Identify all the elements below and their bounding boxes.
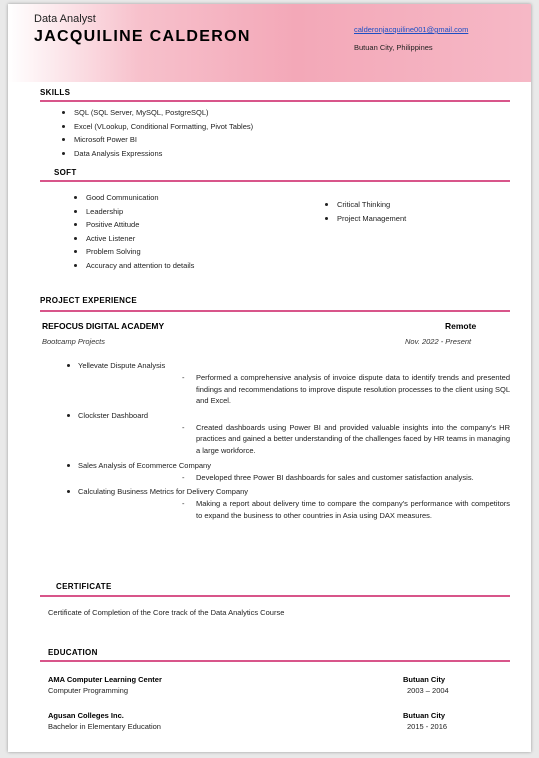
project-description: - Created dashboards using Power BI and provided valuable insights into the company's HR practices and gained a better understanding of the challenges faced by HR teams in managing a large workforce. (182, 422, 510, 455)
list-item: Excel (VLookup, Conditional Formatting, Pivot Tables) (60, 120, 253, 134)
certificate-text: Certificate of Completion of the Core track of the Data Analytics Course (48, 608, 285, 617)
project-list (66, 360, 516, 521)
job-role: Data Analyst (34, 13, 96, 25)
school-name: Agusan Colleges Inc. (48, 711, 124, 720)
list-item: SQL (SQL Server, MySQL, PostgreSQL) (60, 106, 253, 120)
degree-name: Bachelor in Elementary Education (48, 722, 161, 731)
certificate-divider (40, 595, 510, 597)
experience-heading: PROJECT EXPERIENCE (40, 296, 137, 305)
project-description: - Performed a comprehensive analysis of invoice dispute data to identify trends and presented findings and recommendations to improve dispute resolution processes to the client using SQL and Excel. (182, 373, 510, 406)
dash-marker: - (182, 499, 185, 509)
list-item: Data Analysis Expressions (60, 147, 253, 161)
location-text: Butuan City, Philippines (354, 43, 433, 52)
skills-divider (40, 100, 510, 102)
header-banner (8, 4, 531, 82)
dash-marker: - (182, 422, 185, 432)
dash-marker: - (182, 373, 185, 382)
work-mode: Remote (445, 321, 477, 331)
project-name: Sales Analysis of Ecommerce Company (78, 460, 211, 470)
project-item (66, 486, 516, 521)
list-item: Project Management (323, 212, 406, 226)
experience-date: Nov. 2022 - Present (405, 337, 472, 346)
list-item: Good Communication (72, 191, 194, 205)
project-item (66, 360, 516, 407)
school-name: AMA Computer Learning Center (48, 675, 162, 684)
list-item: Critical Thinking (323, 198, 406, 212)
list-item: Problem Solving (72, 245, 194, 259)
list-item: Leadership (72, 205, 194, 219)
organization-name: REFOCUS DIGITAL ACADEMY (42, 321, 165, 331)
experience-divider (40, 310, 510, 312)
soft-skills-heading: SOFT (54, 168, 77, 177)
education-heading: EDUCATION (48, 648, 98, 657)
certificate-heading: CERTIFICATE (56, 582, 112, 591)
school-years: 2003 – 2004 (407, 686, 449, 695)
project-item (66, 410, 516, 457)
project-name: Clockster Dashboard (78, 410, 149, 420)
project-name: Yellevate Dispute Analysis (78, 361, 166, 370)
dash-marker: - (182, 472, 185, 482)
experience-subtitle: Bootcamp Projects (42, 337, 105, 346)
list-item: Positive Attitude (72, 218, 194, 232)
list-item: Accuracy and attention to details (72, 259, 194, 273)
school-location: Butuan City (403, 675, 446, 684)
technical-skills-list (60, 106, 253, 160)
degree-name: Computer Programming (48, 686, 129, 695)
list-item: Microsoft Power BI (60, 133, 253, 147)
education-divider (40, 660, 510, 662)
school-location: Butuan City (403, 711, 446, 720)
candidate-name: JACQUILINE CALDERON (34, 28, 251, 45)
skills-heading: SKILLS (40, 88, 71, 97)
project-item (66, 460, 516, 484)
soft-skills-right-list (323, 198, 406, 225)
school-years: 2015 - 2016 (407, 722, 448, 731)
project-description: - Developed three Power BI dashboards for sales and customer satisfaction analysis. (182, 472, 474, 482)
project-name: Calculating Business Metrics for Delivery Company (78, 487, 249, 497)
project-description: - Making a report about delivery time to compare the company's performance with competitors to expand the business to other countries in Asia using DAX measures. (182, 499, 510, 520)
email-link[interactable]: calderonjacquiline001@gmail.com (354, 25, 469, 34)
resume-page (8, 4, 531, 752)
soft-skills-left-list (72, 191, 194, 272)
soft-skills-divider (40, 180, 510, 182)
list-item: Active Listener (72, 232, 194, 246)
